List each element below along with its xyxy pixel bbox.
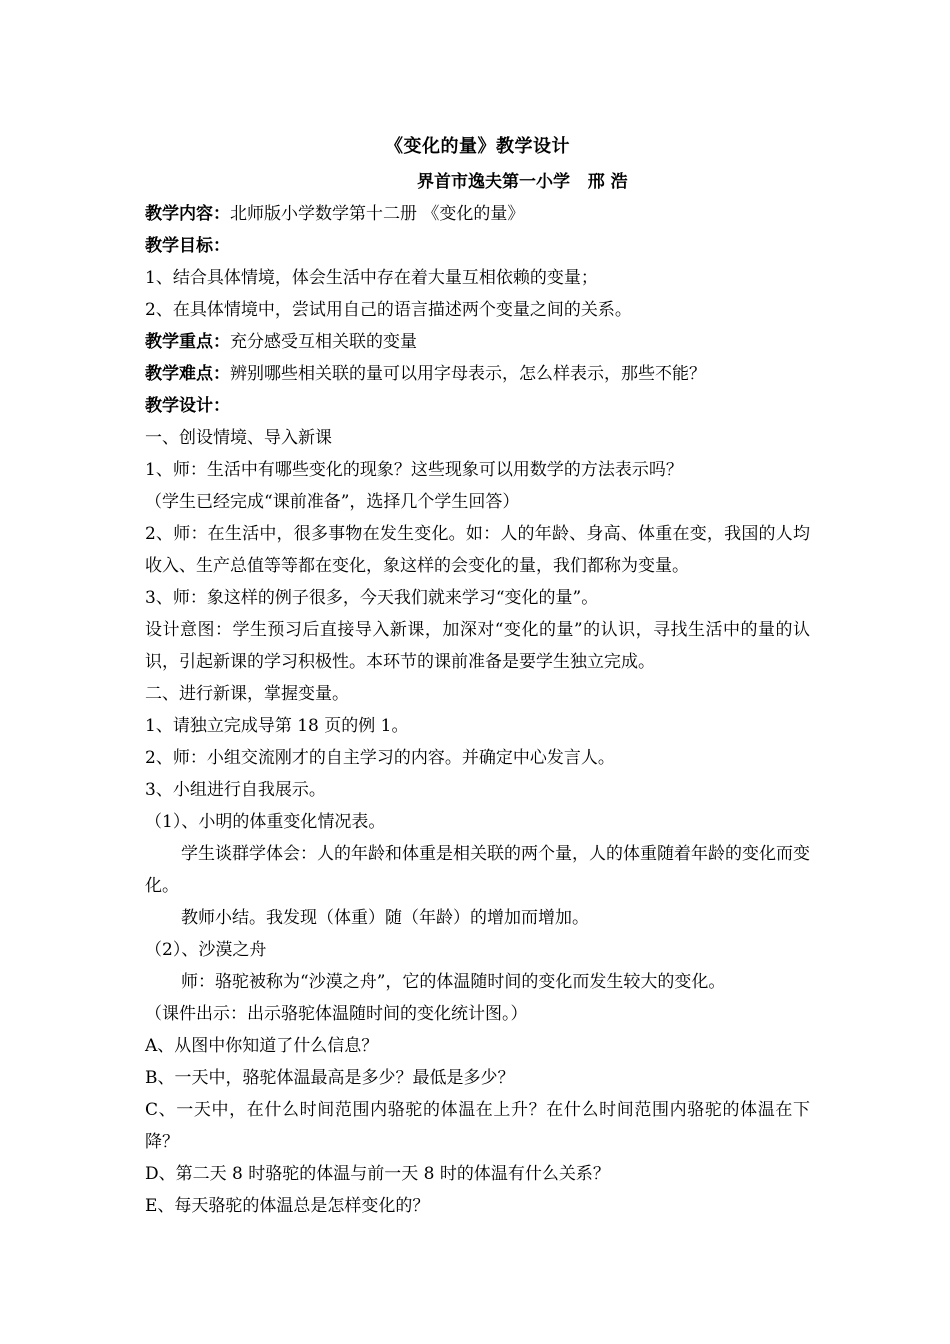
key-text: 充分感受互相关联的变量	[230, 332, 417, 352]
document-title: 《变化的量》教学设计	[385, 136, 570, 157]
key-label: 教学重点：	[145, 332, 230, 352]
s2-item-2: 2、师：小组交流刚才的自主学习的内容。并确定中心发言人。	[145, 748, 615, 768]
s2-sub-2-heading: （2）、沙漠之舟	[145, 940, 267, 960]
s2-sub-2-para-1: 师：骆驼被称为“沙漠之舟”，它的体温随时间的变化而发生较大的变化。	[181, 972, 726, 992]
content-text: 北师版小学数学第十二册 《变化的量》	[230, 204, 525, 224]
author-line: 界首市逸夫第一小学 邢 浩	[417, 172, 628, 192]
question-a: A、从图中你知道了什么信息？	[145, 1036, 379, 1056]
content-label: 教学内容：	[145, 204, 230, 224]
question-b: B、一天中，骆驼体温最高是多少？最低是多少？	[145, 1068, 515, 1088]
section-1-heading: 一、创设情境、导入新课	[145, 428, 332, 448]
s2-sub-1-para-2: 教师小结。我发现（体重）随（年龄）的增加而增加。	[181, 908, 589, 928]
difficulty-line	[145, 358, 810, 390]
design-label: 教学设计：	[145, 396, 230, 416]
question-d: D、第二天 8 时骆驼的体温与前一天 8 时的体温有什么关系？	[145, 1164, 610, 1184]
content-line	[145, 198, 810, 230]
s2-item-1: 1、请独立完成导第 18 页的例 1。	[145, 716, 409, 736]
s1-design-intent: 设计意图：学生预习后直接导入新课，加深对“变化的量”的认识，寻找生活中的量的认识，引起新课的学习积极性。本环节的课前准备是要学生独立完成。	[145, 620, 810, 672]
s2-sub-1-heading: （1）、小明的体重变化情况表。	[145, 812, 386, 832]
document-body	[145, 198, 810, 1222]
goals-label: 教学目标：	[145, 236, 230, 256]
question-c: C、一天中，在什么时间范围内骆驼的体温在上升？在什么时间范围内骆驼的体温在下降？	[145, 1100, 810, 1152]
s2-sub-2-note: （课件出示：出示骆驼体温随时间的变化统计图。）	[145, 1004, 528, 1024]
s1-note: （学生已经完成“课前准备”，选择几个学生回答）	[145, 492, 520, 512]
difficulty-label: 教学难点：	[145, 364, 230, 384]
difficulty-text: 辨别哪些相关联的量可以用字母表示，怎么样表示，那些不能？	[230, 364, 706, 384]
question-e: E、每天骆驼的体温总是怎样变化的？	[145, 1196, 430, 1216]
section-2-heading: 二、进行新课，掌握变量。	[145, 684, 349, 704]
key-line	[145, 326, 810, 358]
s1-item-3: 3、师：象这样的例子很多，今天我们就来学习“变化的量”。	[145, 588, 599, 608]
goal-item-2: 2、在具体情境中，尝试用自己的语言描述两个变量之间的关系。	[145, 300, 632, 320]
goal-item-1: 1、结合具体情境，体会生活中存在着大量互相依赖的变量；	[145, 268, 598, 288]
s2-sub-1-para-1: 学生谈群学体会：人的年龄和体重是相关联的两个量，人的体重随着年龄的变化而变化。	[145, 844, 810, 896]
s1-item-2: 2、师：在生活中，很多事物在发生变化。如：人的年龄、身高、体重在变，我国的人均收入、生产总值等等都在变化，象这样的会变化的量，我们都称为变量。	[145, 524, 810, 576]
s1-item-1: 1、师：生活中有哪些变化的现象？这些现象可以用数学的方法表示吗？	[145, 460, 683, 480]
s2-item-3: 3、小组进行自我展示。	[145, 780, 326, 800]
